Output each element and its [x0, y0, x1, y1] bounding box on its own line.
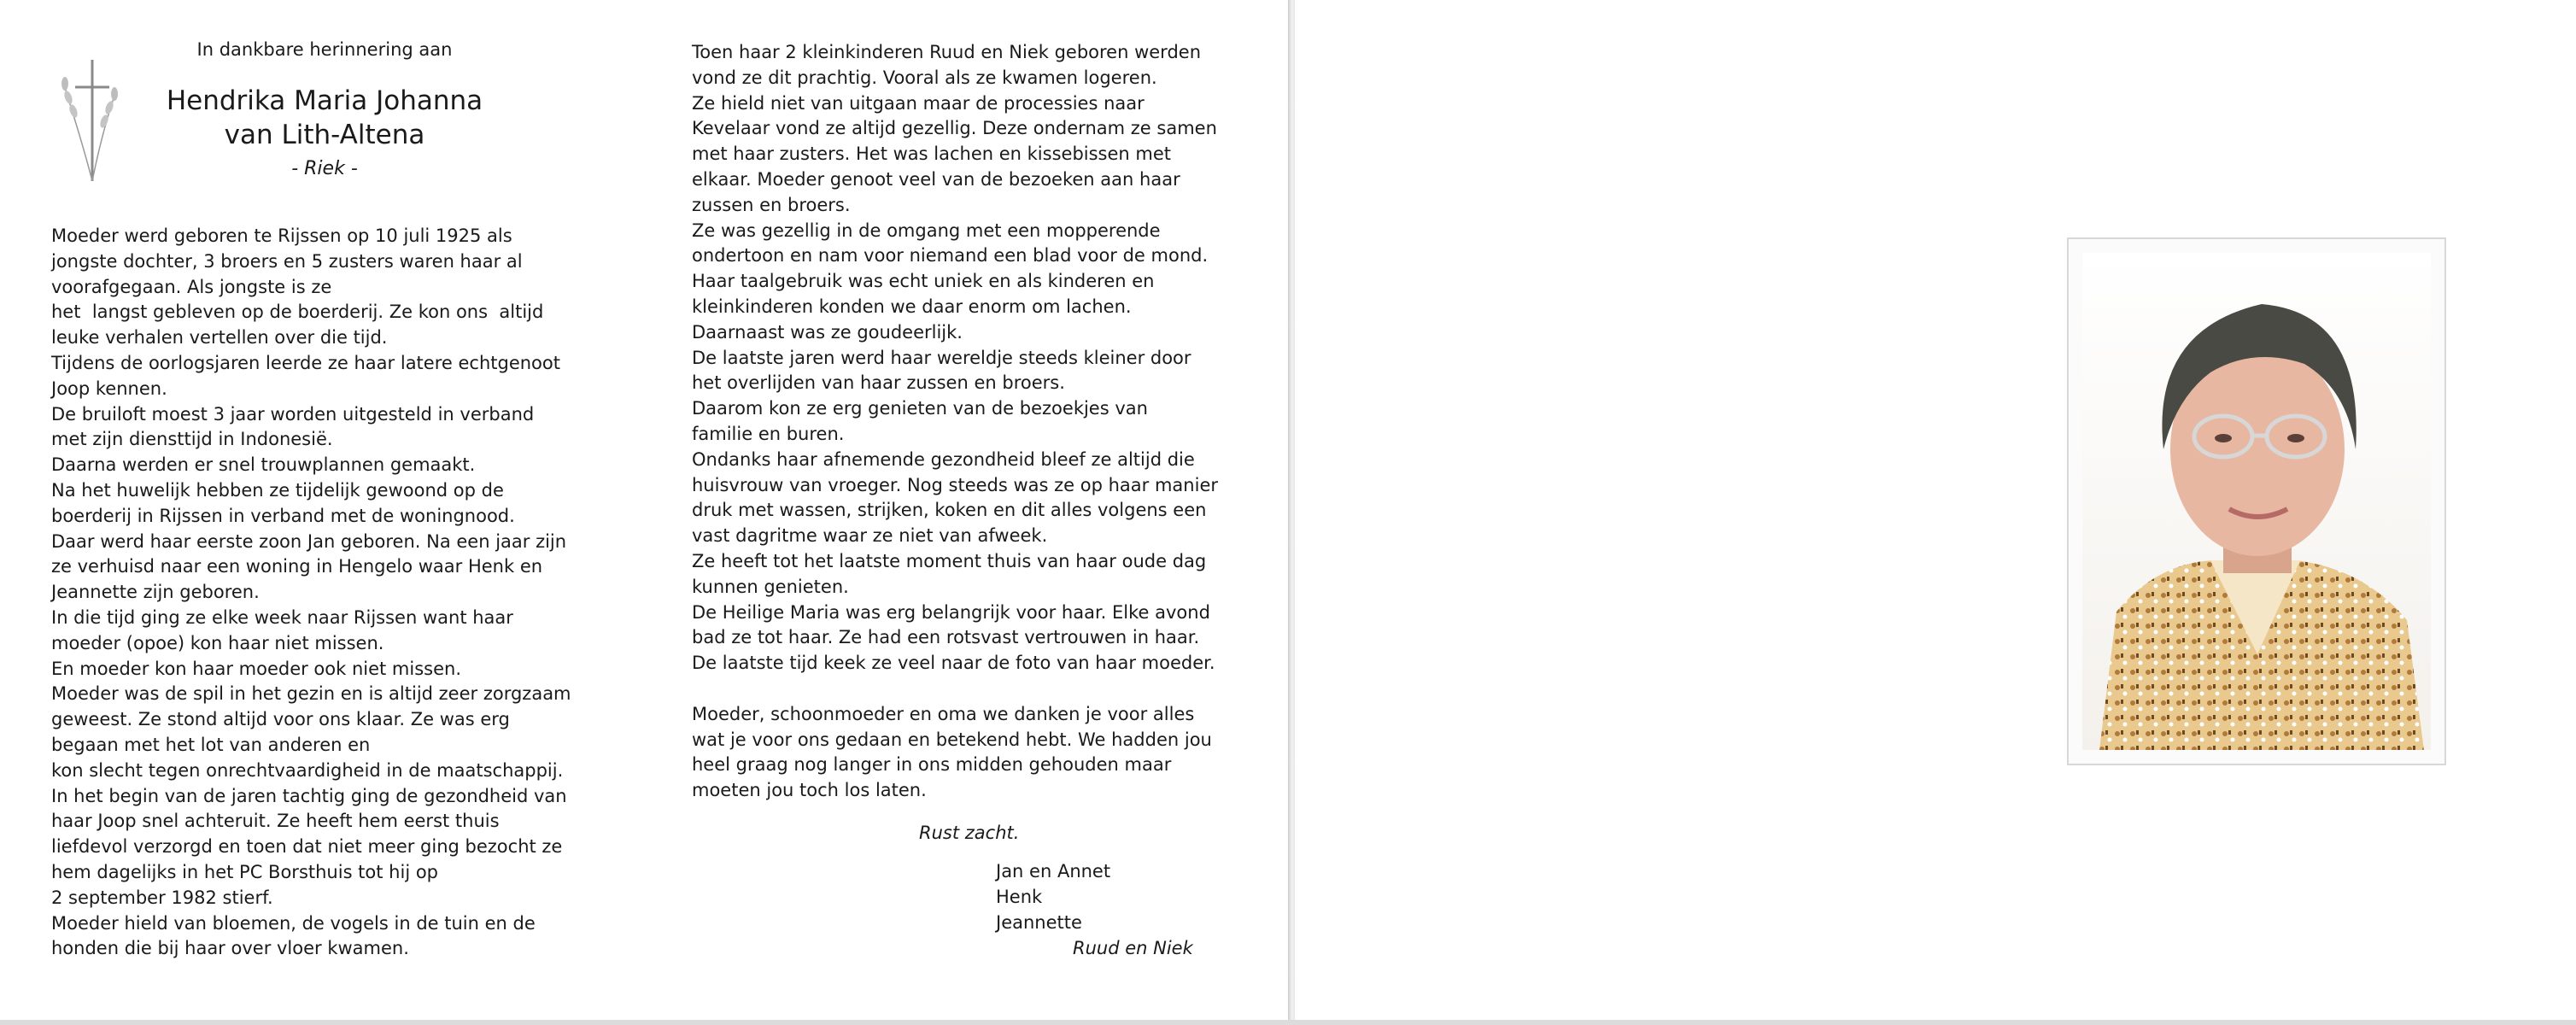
biography-column-2-line: vast dagritme waar ze niet van afweek.: [692, 525, 1048, 547]
signer-name: Jan en Annet: [996, 861, 1111, 882]
biography-column-1: [51, 224, 632, 962]
biography-column-2-line: druk met wassen, strijken, koken en dit alles volgens een: [692, 500, 1207, 521]
biography-column-2-line: Daarnaast was ze goudeerlijk.: [692, 321, 963, 343]
biography-column-1-line: Na het huwelijk hebben ze tijdelijk gewoond op de: [51, 479, 504, 501]
biography-column-1-line: Daarna werden er snel trouwplannen gemaakt.: [51, 454, 476, 476]
cross-with-wheat-icon: [50, 53, 125, 190]
scan-bottom-edge: [0, 1020, 2576, 1025]
biography-column-1-line: Joop kennen.: [51, 378, 167, 399]
biography-column-2-line: Moeder, schoonmoeder en oma we danken je voor alles: [692, 703, 1195, 724]
deceased-nickname: - Riek -: [291, 158, 358, 179]
biography-column-1-line: Moeder was de spil in het gezin en is altijd zeer zorgzaam: [51, 683, 571, 705]
biography-column-1-line: 2 september 1982 stierf.: [51, 887, 273, 908]
biography-column-2-line: vond ze dit prachtig. Vooral als ze kwamen logeren.: [692, 67, 1157, 88]
biography-column-1-line: ze verhuisd naar een woning in Hengelo waar Henk en: [51, 556, 543, 577]
biography-column-1-line: Moeder hield van bloemen, de vogels in de tuin en de: [51, 912, 536, 934]
deceased-name-line-1: Hendrika Maria Johanna: [166, 85, 483, 116]
biography-column-2-line: Ze heeft tot het laatste moment thuis van haar oude dag: [692, 550, 1207, 571]
biography-column-2-line: Haar taalgebruik was echt uniek en als kinderen en: [692, 271, 1155, 292]
biography-column-2-line: De laatste tijd keek ze veel naar de foto van haar moeder.: [692, 653, 1215, 674]
rust-zacht-text: Rust zacht.: [919, 823, 1020, 843]
biography-column-2-line: De laatste jaren werd haar wereldje steeds kleiner door: [692, 347, 1191, 368]
biography-column-1-line: Tijdens de oorlogsjaren leerde ze haar latere echtgenoot: [51, 352, 560, 373]
biography-column-2-line: zussen en broers.: [692, 194, 851, 215]
biography-column-2-line: Toen haar 2 kleinkinderen Ruud en Niek geboren werden: [692, 42, 1201, 62]
biography-column-1-line: het langst gebleven op de boerderij. Ze kon ons altijd: [51, 302, 544, 323]
biography-column-2-line: Ze was gezellig in de omgang met een mopperende: [692, 220, 1161, 241]
biography-column-1-line: liefdevol verzorgd en toen dat niet meer ging bezocht ze: [51, 836, 563, 858]
biography-column-2-line: kunnen genieten.: [692, 576, 849, 597]
biography-column-2: [692, 40, 1273, 804]
biography-column-2-line: wat je voor ons gedaan en betekend hebt. We hadden jou: [692, 729, 1212, 750]
signer-name: Henk: [996, 887, 1043, 907]
biography-column-2-line: familie en buren.: [692, 423, 845, 444]
biography-column-1-line: geweest. Ze stond altijd voor ons klaar. Ze was erg: [51, 709, 510, 730]
biography-column-1-line: voorafgegaan. Als jongste is ze: [51, 276, 332, 297]
biography-column-1-line: met zijn diensttijd in Indonesië.: [51, 429, 333, 450]
family-signers: [996, 858, 1193, 961]
biography-column-2-line: Ze hield niet van uitgaan maar de processies naar: [692, 92, 1145, 114]
biography-column-1-line: leuke verhalen vertellen over die tijd.: [51, 327, 388, 348]
biography-column-2-line: bad ze tot haar. Ze had een rotsvast vertrouwen in haar.: [692, 627, 1200, 648]
biography-column-2-line: Daarom kon ze erg genieten van de bezoekjes van: [692, 398, 1148, 419]
biography-column-1-line: kon slecht tegen onrechtvaardigheid in de maatschappij.: [51, 759, 564, 781]
biography-column-1-line: Moeder werd geboren te Rijssen op 10 juli 1925 als: [51, 226, 512, 246]
biography-column-2-line: Ondanks haar afnemende gezondheid bleef ze altijd die: [692, 448, 1195, 470]
biography-column-1-line: moeder (opoe) kon haar niet missen.: [51, 632, 384, 653]
deceased-name-line-2: van Lith-Altena: [224, 120, 425, 150]
biography-column-2-line: kleinkinderen konden we daar enorm om lachen.: [692, 296, 1132, 317]
biography-column-2-line: moeten jou toch los laten.: [692, 780, 927, 801]
biography-column-1-line: En moeder kon haar moeder ook niet missen.: [51, 658, 462, 679]
biography-column-2-line: Kevelaar vond ze altijd gezellig. Deze ondernam ze samen: [692, 118, 1217, 139]
biography-column-1-line: hem dagelijks in het PC Borsthuis tot hij op: [51, 861, 439, 882]
card-fold: [1288, 0, 1295, 1025]
biography-column-1-line: De bruiloft moest 3 jaar worden uitgesteld in verband: [51, 403, 535, 425]
grandchildren-signers: Ruud en Niek: [1073, 938, 1193, 958]
biography-column-1-line: honden die bij haar over vloer kwamen.: [51, 938, 409, 959]
biography-column-1-line: haar Joop snel achteruit. Ze heeft hem eerst thuis: [51, 811, 500, 832]
biography-column-1-line: jongste dochter, 3 broers en 5 zusters waren haar al: [51, 250, 523, 272]
biography-column-2-line: heel graag nog langer in ons midden gehouden maar: [692, 754, 1172, 776]
biography-column-1-line: In die tijd ging ze elke week naar Rijssen want haar: [51, 606, 513, 628]
biography-column-2-line: huisvrouw van vroeger. Nog steeds was ze op haar manier: [692, 474, 1218, 495]
biography-column-1-line: Daar werd haar eerste zoon Jan geboren. Na een jaar zijn: [51, 530, 567, 552]
portrait-photo-frame: [2067, 237, 2446, 765]
memorial-header: [145, 34, 504, 183]
biography-column-2-line: ondertoon en nam voor niemand een blad voor de mond.: [692, 245, 1209, 266]
biography-column-1-line: Jeannette zijn geboren.: [51, 582, 260, 603]
biography-column-1-line: In het begin van de jaren tachtig ging de gezondheid van: [51, 785, 567, 806]
portrait-photo: [2082, 253, 2431, 750]
biography-column-2-line: De Heilige Maria was erg belangrijk voor haar. Elke avond: [692, 601, 1210, 623]
intro-text: In dankbare herinnering aan: [196, 39, 453, 60]
biography-column-2-line: het overlijden van haar zussen en broers.: [692, 372, 1065, 394]
biography-column-2-line: elkaar. Moeder genoot veel van de bezoeken aan haar: [692, 168, 1180, 190]
biography-column-2-line: met haar zusters. Het was lachen en kissebissen met: [692, 144, 1172, 165]
biography-column-1-line: begaan met het lot van anderen en: [51, 734, 371, 755]
signer-name: Jeannette: [996, 912, 1082, 933]
biography-column-2-line: [692, 676, 1273, 702]
biography-column-1-line: boerderij in Rijssen in verband met de woningnood.: [51, 505, 515, 526]
